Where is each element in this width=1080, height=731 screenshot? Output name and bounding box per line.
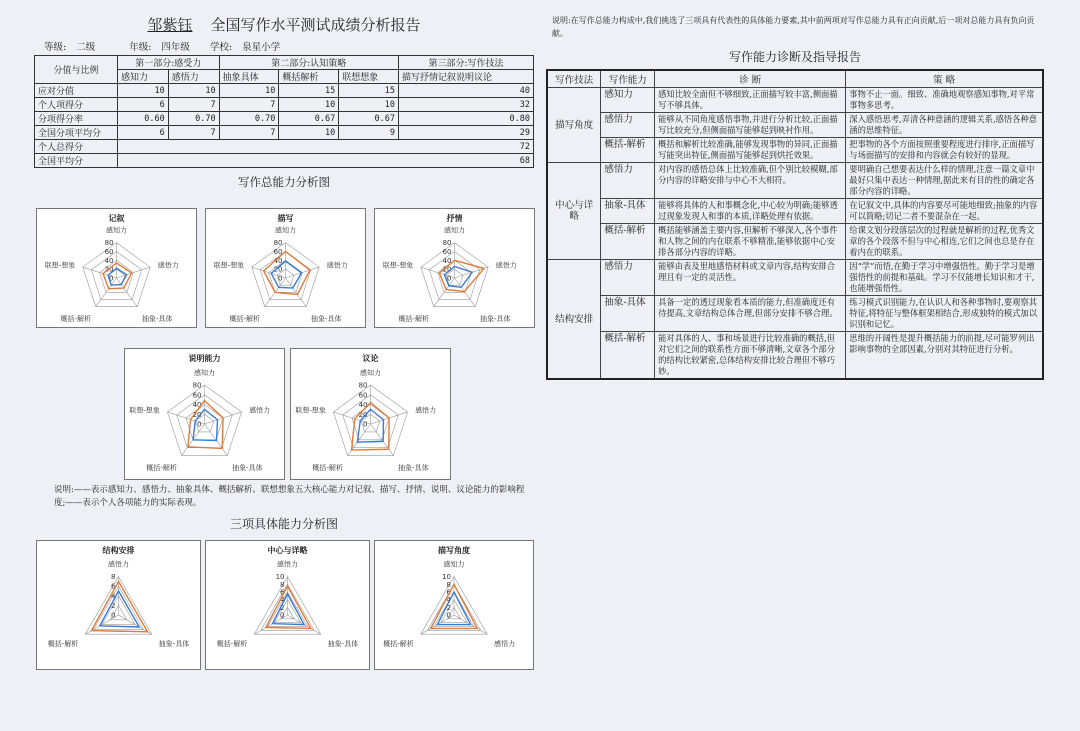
tick-label: 80 bbox=[192, 381, 202, 390]
table-row bbox=[547, 88, 1043, 113]
axis-label: 感知力 bbox=[444, 226, 465, 235]
tick-label: 80 bbox=[442, 239, 452, 248]
diagnosis-cell: 能够从不同角度感悟事物,并进行分析比较,正面描写比较充分,但侧面描写能够起到映衬作用。 bbox=[655, 113, 846, 138]
row-label: 个人项得分 bbox=[35, 98, 118, 112]
table-row bbox=[547, 113, 1043, 138]
table-row bbox=[547, 138, 1043, 163]
cell: 0.80 bbox=[399, 112, 534, 126]
tick-label: 20 bbox=[104, 265, 114, 274]
sub-header: 感知力 bbox=[118, 70, 169, 84]
section-title-three: 三项具体能力分析图 bbox=[229, 517, 338, 531]
tick-label: 2 bbox=[280, 603, 285, 612]
ability-cell: 感知力 bbox=[601, 88, 655, 113]
tick-label: 0 bbox=[363, 420, 368, 429]
chart-title: 描写角度 bbox=[438, 546, 470, 555]
ability-cell: 概括-解析 bbox=[601, 138, 655, 163]
tick-label: 0 bbox=[280, 611, 285, 620]
table-row bbox=[547, 224, 1043, 260]
axis-label: 联想-想象 bbox=[295, 406, 326, 415]
diagnosis-cell: 能够将具体的人和事概念化,中心较为明确;能够透过现象发现人和事的本质,详略处理有依据。 bbox=[655, 199, 846, 224]
axis-label: 抽象-具体 bbox=[142, 315, 173, 324]
table-row bbox=[35, 126, 534, 140]
row-label: 全国分项平均分 bbox=[35, 126, 118, 140]
score-table-corner: 分值与比例 bbox=[35, 56, 118, 84]
cell: 9 bbox=[339, 126, 399, 140]
row-label: 个人总得分 bbox=[35, 140, 118, 154]
ability-cell: 概括-解析 bbox=[601, 224, 655, 260]
diag-header: 策 略 bbox=[846, 70, 1043, 88]
cell: 10 bbox=[339, 98, 399, 112]
axis-label: 概括-解析 bbox=[146, 464, 177, 473]
axis-label: 概括-解析 bbox=[60, 315, 91, 324]
cell: 32 bbox=[399, 98, 534, 112]
tick-label: 0 bbox=[111, 611, 116, 620]
year-value: 四年级 bbox=[161, 42, 190, 53]
cell: 10 bbox=[279, 126, 339, 140]
radar-chart bbox=[205, 540, 370, 670]
ability-cell: 概括-解析 bbox=[601, 332, 655, 380]
diagnosis-cell: 能够由表及里地感悟材料或文章内容,结构安排合理且有一定的灵活性。 bbox=[655, 260, 846, 296]
cell: 6 bbox=[118, 98, 169, 112]
axis-label: 感知力 bbox=[360, 369, 381, 377]
diag-header: 写作技法 bbox=[547, 70, 601, 88]
axis-label: 感悟力 bbox=[249, 406, 271, 415]
ability-cell: 抽象-具体 bbox=[601, 296, 655, 332]
score-table bbox=[34, 55, 534, 168]
cell: 0.70 bbox=[219, 112, 279, 126]
row-label: 全国平均分 bbox=[35, 154, 118, 168]
sub-header: 感悟力 bbox=[168, 70, 219, 84]
sub-header: 抽象具体 bbox=[219, 70, 279, 84]
diagnosis-cell: 感知比较全面但不够细致,正面描写较丰富,侧面描写不够具体。 bbox=[655, 88, 846, 113]
ability-cell: 感悟力 bbox=[601, 163, 655, 199]
grade-label: 等级: bbox=[44, 42, 67, 53]
report-title bbox=[34, 14, 534, 35]
axis-label: 概括-解析 bbox=[216, 640, 248, 649]
row-label: 应对分值 bbox=[35, 84, 118, 98]
tick-label: 20 bbox=[358, 410, 368, 419]
tick-label: 60 bbox=[104, 247, 114, 256]
tick-label: 60 bbox=[192, 391, 202, 400]
axis-label: 感知力 bbox=[106, 226, 127, 235]
radar-chart bbox=[205, 208, 366, 328]
left-page bbox=[34, 14, 534, 194]
axis-label: 联想-想象 bbox=[213, 261, 245, 270]
table-row bbox=[547, 260, 1043, 296]
diag-header: 写作能力 bbox=[601, 70, 655, 88]
ability-cell: 感悟力 bbox=[601, 113, 655, 138]
report-title-text: 全国写作水平测试成绩分析报告 bbox=[210, 16, 421, 34]
cell: 0.67 bbox=[279, 112, 339, 126]
tick-label: 4 bbox=[280, 596, 285, 605]
part-3-header: 第三部分:写作技法 bbox=[399, 56, 534, 70]
tick-label: 4 bbox=[446, 596, 451, 605]
strategy-cell: 要明确自己想要表达什么样的情理,注意一篇文章中最好只集中表达一种情理,据此来有目的性的确定各部分内容的详略。 bbox=[846, 163, 1043, 199]
diagnosis-cell: 能对具体的人、事和场景进行比较准确的概括,但对它们之间的联系性方面不够清晰,文章各个部分的结构比较紧密,总体结构安排比较合理但不够巧妙。 bbox=[655, 332, 846, 380]
cell: 0.67 bbox=[339, 112, 399, 126]
strategy-cell: 事物不止一面。细致、准确地观察感知事物,对平常事物多思考。 bbox=[846, 88, 1043, 113]
cell: 10 bbox=[168, 84, 219, 98]
total-personal: 72 bbox=[118, 140, 534, 154]
tick-label: 40 bbox=[358, 401, 368, 409]
cell: 29 bbox=[399, 126, 534, 140]
tick-label: 60 bbox=[273, 247, 283, 256]
axis-label: 概括-解析 bbox=[383, 640, 414, 649]
axis-label: 感知力 bbox=[443, 560, 465, 569]
diagnosis-cell: 对内容的感悟总体上比较准确,但个别比较模糊,部分内容的详略安排与中心不大相符。 bbox=[655, 163, 846, 199]
tick-label: 8 bbox=[446, 580, 451, 589]
tick-label: 60 bbox=[442, 247, 452, 256]
strategy-cell: 练习模式识别能力,在认识人和各种事物时,要观察其特征,将特征与整体框架相结合,形成独特的模式加以识别和记忆。 bbox=[846, 296, 1043, 332]
tick-label: 80 bbox=[104, 239, 114, 248]
tick-label: 6 bbox=[111, 582, 116, 591]
radar-chart bbox=[36, 540, 201, 670]
axis-label: 抽象-具体 bbox=[327, 640, 359, 649]
section-title-overall: 写作总能力分析图 bbox=[238, 175, 330, 189]
sub-header: 联想想象 bbox=[339, 70, 399, 84]
tick-label: 0 bbox=[197, 420, 202, 429]
technique-cell: 描写角度 bbox=[547, 88, 601, 163]
axis-label: 联想-想象 bbox=[382, 261, 414, 270]
axis-label: 联想-想象 bbox=[44, 261, 76, 270]
tick-label: 10 bbox=[275, 573, 285, 582]
tick-label: 10 bbox=[442, 573, 451, 582]
chart-title: 抒情 bbox=[446, 214, 463, 223]
cell: 10 bbox=[118, 84, 169, 98]
axis-label: 抽象-具体 bbox=[311, 315, 342, 324]
axis-label: 感知力 bbox=[275, 226, 296, 235]
table-row bbox=[35, 154, 534, 168]
axis-label: 感悟力 bbox=[108, 560, 129, 569]
tick-label: 40 bbox=[442, 256, 452, 265]
diag-header: 诊 断 bbox=[655, 70, 846, 88]
cell: 0.60 bbox=[118, 112, 169, 126]
radar-chart bbox=[124, 348, 285, 480]
tick-label: 2 bbox=[446, 603, 451, 612]
cell: 10 bbox=[279, 98, 339, 112]
chart-title: 结构安排 bbox=[102, 546, 135, 555]
axis-label: 感悟力 bbox=[494, 640, 516, 649]
right-intro: 说明:在写作总能力构成中,我们挑选了三项具有代表性的具体能力要素,其中前两项对写作总能力具有正向贡献,后一项对总能力具有负向贡献。 bbox=[552, 16, 1035, 38]
cell: 7 bbox=[168, 98, 219, 112]
diagnosis-cell: 具备一定的透过现象看本质的能力,但准确度还有待提高,文章结构总体合理,但部分安排不够合理。 bbox=[655, 296, 846, 332]
part-2-header: 第二部分:认知策略 bbox=[219, 56, 398, 70]
strategy-cell: 给课文划分段落层次的过程就是解析的过程,优秀文章的各个段落不但与中心相连,它们之间也总是存在着内在的联系。 bbox=[846, 224, 1043, 260]
axis-label: 概括-解析 bbox=[47, 640, 79, 649]
chart-title: 描写 bbox=[277, 214, 294, 223]
cell: 7 bbox=[168, 126, 219, 140]
tick-label: 0 bbox=[447, 274, 452, 283]
tick-label: 40 bbox=[273, 256, 283, 265]
table-row bbox=[547, 332, 1043, 380]
ability-cell: 感悟力 bbox=[601, 260, 655, 296]
student-meta bbox=[44, 39, 534, 53]
table-row bbox=[35, 84, 534, 98]
total-national: 68 bbox=[118, 154, 534, 168]
table-row bbox=[35, 112, 534, 126]
school-label: 学校: bbox=[209, 42, 233, 53]
axis-label: 抽象-具体 bbox=[398, 464, 429, 473]
axis-label: 联想-想象 bbox=[129, 406, 160, 415]
chart-title: 议论 bbox=[362, 354, 379, 363]
tick-label: 0 bbox=[278, 274, 283, 283]
axis-label: 感悟力 bbox=[157, 261, 179, 270]
diagnosis-table bbox=[546, 69, 1044, 380]
cell: 6 bbox=[118, 126, 169, 140]
tick-label: 40 bbox=[104, 256, 114, 265]
ability-cell: 抽象-具体 bbox=[601, 199, 655, 224]
table-row bbox=[35, 140, 534, 154]
strategy-cell: 思维的开阔性是提升概括能力的前提,尽可能罗列出影响事物的全部因素,分别对其特征进行分析。 bbox=[846, 332, 1043, 380]
school-value: 泉星小学 bbox=[242, 42, 281, 53]
tick-label: 20 bbox=[442, 265, 452, 274]
tick-label: 80 bbox=[358, 381, 368, 390]
strategy-cell: 在记叙文中,具体的内容要尽可能地细致;抽象的内容可以简略;切记二者不要混杂在一起。 bbox=[846, 199, 1043, 224]
axis-label: 抽象-具体 bbox=[480, 315, 511, 324]
table-row bbox=[547, 199, 1043, 224]
axis-label: 感悟力 bbox=[415, 406, 437, 415]
strategy-cell: 深入感悟思考,弄清各种意涵的逻辑关系,感悟各种意涵的思维特征。 bbox=[846, 113, 1043, 138]
axis-label: 抽象-具体 bbox=[232, 464, 263, 473]
tick-label: 40 bbox=[192, 401, 202, 409]
tick-label: 6 bbox=[446, 588, 451, 597]
part-1-header: 第一部分:感受力 bbox=[118, 56, 220, 70]
axis-label: 感悟力 bbox=[326, 261, 348, 270]
student-name: 邹紫钰 bbox=[147, 16, 193, 34]
table-row bbox=[35, 98, 534, 112]
diagnosis-cell: 概括和解析比较准确,能够发现事物的异同,正面描写能突出特征,侧面描写能够起到烘托效果。 bbox=[655, 138, 846, 163]
tick-label: 8 bbox=[280, 580, 285, 589]
diagnosis-cell: 概括能够涵盖主要内容,但解析不够深入,各个事件和人物之间的内在联系不够精准,能够依据中心安排各部分内容的详略。 bbox=[655, 224, 846, 260]
axis-label: 感悟力 bbox=[495, 261, 517, 270]
table-row bbox=[547, 296, 1043, 332]
chart-title: 说明能力 bbox=[188, 354, 221, 363]
axis-label: 抽象-具体 bbox=[158, 640, 190, 649]
tick-label: 6 bbox=[280, 588, 285, 597]
radar-chart bbox=[374, 208, 535, 328]
axis-label: 概括-解析 bbox=[312, 464, 343, 473]
cell: 15 bbox=[279, 84, 339, 98]
year-label: 年级: bbox=[129, 42, 152, 53]
tick-label: 80 bbox=[273, 239, 283, 248]
row-label: 分项得分率 bbox=[35, 112, 118, 126]
chart-note: 说明:——表示感知力、感悟力、抽象具体、概括解析、联想想象五大核心能力对记叙、描写、抒情、说明、议论能力的影响程度;——表示个人各项能力的实际表现。 bbox=[54, 485, 525, 508]
tick-label: 4 bbox=[111, 592, 116, 601]
axis-label: 概括-解析 bbox=[229, 315, 260, 324]
tick-label: 0 bbox=[109, 274, 114, 283]
tick-label: 8 bbox=[111, 573, 116, 582]
strategy-cell: 把事物的各个方面按照重要程度进行排序,正面描写与场面描写的安排和内容就会有较好的显现。 bbox=[846, 138, 1043, 163]
radar-chart bbox=[36, 208, 197, 328]
technique-cell: 结构安排 bbox=[547, 260, 601, 380]
sub-header: 概括解析 bbox=[279, 70, 339, 84]
cell: 15 bbox=[339, 84, 399, 98]
cell: 7 bbox=[219, 98, 279, 112]
tick-label: 0 bbox=[446, 611, 451, 620]
chart-title: 记叙 bbox=[108, 214, 125, 223]
cell: 0.70 bbox=[168, 112, 219, 126]
table-row bbox=[547, 163, 1043, 199]
cell: 10 bbox=[219, 84, 279, 98]
cell: 7 bbox=[219, 126, 279, 140]
axis-label: 概括-解析 bbox=[398, 315, 429, 324]
sub-header: 描写抒情记叙说明议论 bbox=[399, 70, 534, 84]
tick-label: 20 bbox=[192, 410, 202, 419]
tick-label: 20 bbox=[273, 265, 283, 274]
right-page bbox=[546, 14, 1044, 380]
radar-chart bbox=[374, 540, 534, 670]
strategy-cell: 因“学”而悟,在勤于学习中增强悟性。勤于学习是增强悟性的前提和基础。学习不仅能增长知识和才干,也能增强悟性。 bbox=[846, 260, 1043, 296]
tick-label: 2 bbox=[111, 601, 116, 610]
grade-value: 二级 bbox=[76, 42, 96, 53]
chart-title: 中心与详略 bbox=[267, 546, 308, 555]
diagnosis-title: 写作能力诊断及指导报告 bbox=[728, 50, 861, 64]
technique-cell: 中心与详略 bbox=[547, 163, 601, 260]
tick-label: 60 bbox=[358, 391, 368, 400]
cell: 40 bbox=[399, 84, 534, 98]
axis-label: 感悟力 bbox=[277, 560, 298, 569]
radar-chart bbox=[290, 348, 451, 480]
axis-label: 感知力 bbox=[194, 369, 215, 377]
